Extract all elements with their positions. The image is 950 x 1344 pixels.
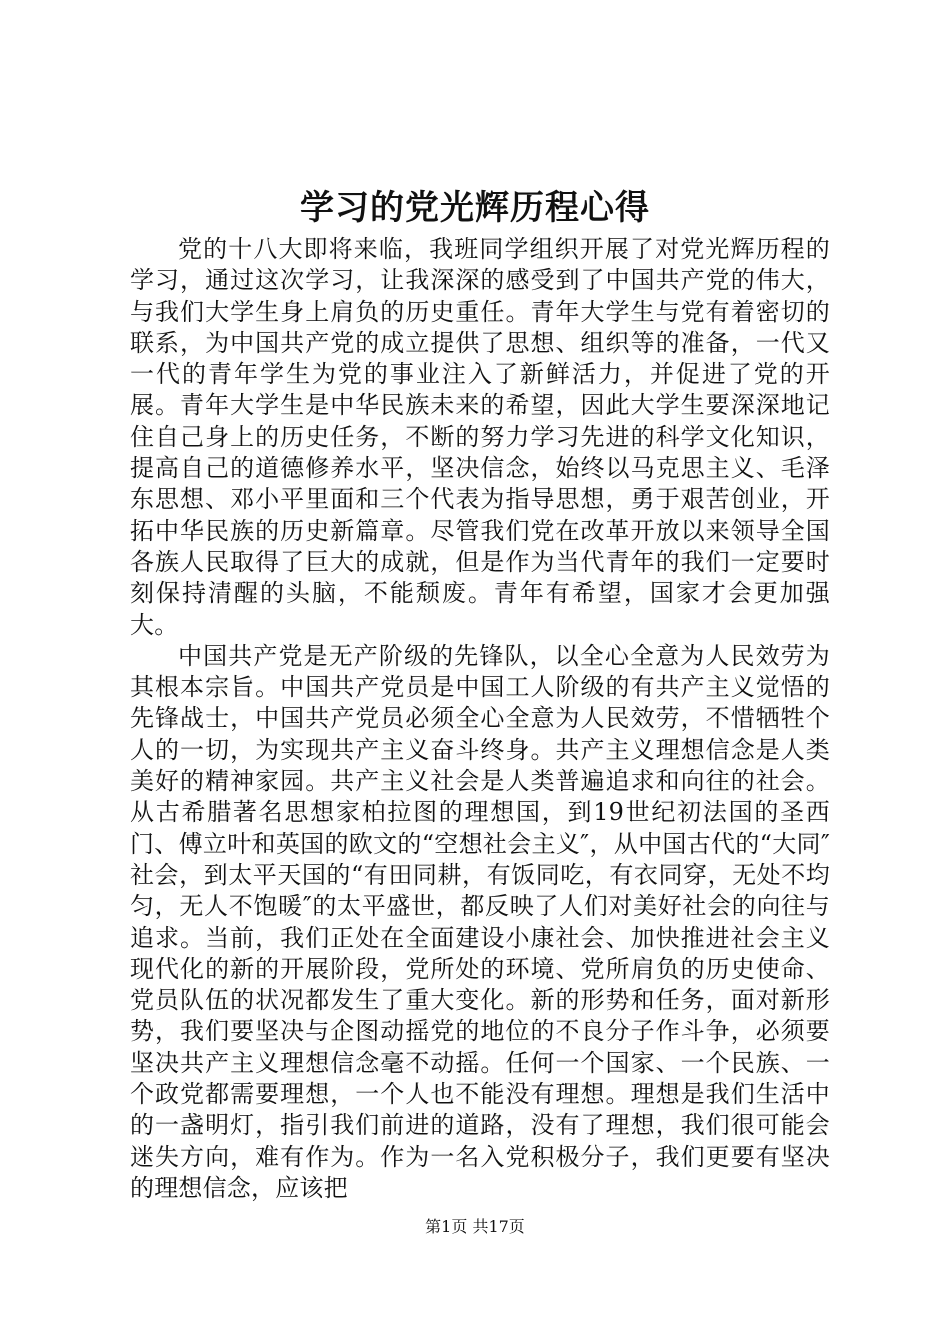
document-body [130, 234, 830, 1204]
page-number-footer: 第1页 共17页 [425, 1217, 525, 1236]
document-title: 学习的党光辉历程心得 [300, 188, 650, 228]
paragraph-1: 党的十八大即将来临，我班同学组织开展了对党光辉历程的学习，通过这次学习，让我深深的感受到了中国共产党的伟大，与我们大学生身上肩负的历史重任。青年大学生与党有着密切的联系，为中国共产党的成立提供了思想、组织等的准备，一代又一代的青年学生为党的事业注入了新鲜活力，并促进了党的开展。青年大学生是中华民族未来的希望，因此大学生要深深地记住自己身上的历史任务，不断的努力学习先进的科学文化知识，提高自己的道德修养水平，坚决信念，始终以马克思主义、毛泽东思想、邓小平里面和三个代表为指导思想，勇于艰苦创业，开拓中华民族的历史新篇章。尽管我们党在改革开放以来领导全国各族人民取得了巨大的成就，但是作为当代青年的我们一定要时刻保持清醒的头脑，不能颓废。青年有希望，国家才会更加强大。 [130, 235, 830, 639]
paragraph-2: 中国共产党是无产阶级的先锋队，以全心全意为人民效劳为其根本宗旨。中国共产党员是中国工人阶级的有共产主义觉悟的先锋战士，中国共产党员必须全心全意为人民效劳，不惜牺牲个人的一切，为实现共产主义奋斗终身。共产主义理想信念是人类美好的精神家园。共产主义社会是人类普遍追求和向往的社会。从古希腊著名思想家柏拉图的理想国，到19世纪初法国的圣西门、傅立叶和英国的欧文的“空想社会主义″，从中国古代的“大同″社会，到太平天国的“有田同耕，有饭同吃，有衣同穿，无处不均匀，无人不饱暖″的太平盛世，都反映了人们对美好社会的向往与追求。当前，我们正处在全面建设小康社会、加快推进社会主义现代化的新的开展阶段，党所处的环境、党所肩负的历史使命、党员队伍的状况都发生了重大变化。新的形势和任务，面对新形势，我们要坚决与企图动摇党的地位的不良分子作斗争，必须要坚决共产主义理想信念毫不动摇。任何一个国家、一个民族、一个政党都需要理想，一个人也不能没有理想。理想是我们生活中的一盏明灯，指引我们前进的道路，没有了理想，我们很可能会迷失方向，难有作为。作为一名入党积极分子，我们更要有坚决的理想信念，应该把 [130, 641, 830, 1202]
